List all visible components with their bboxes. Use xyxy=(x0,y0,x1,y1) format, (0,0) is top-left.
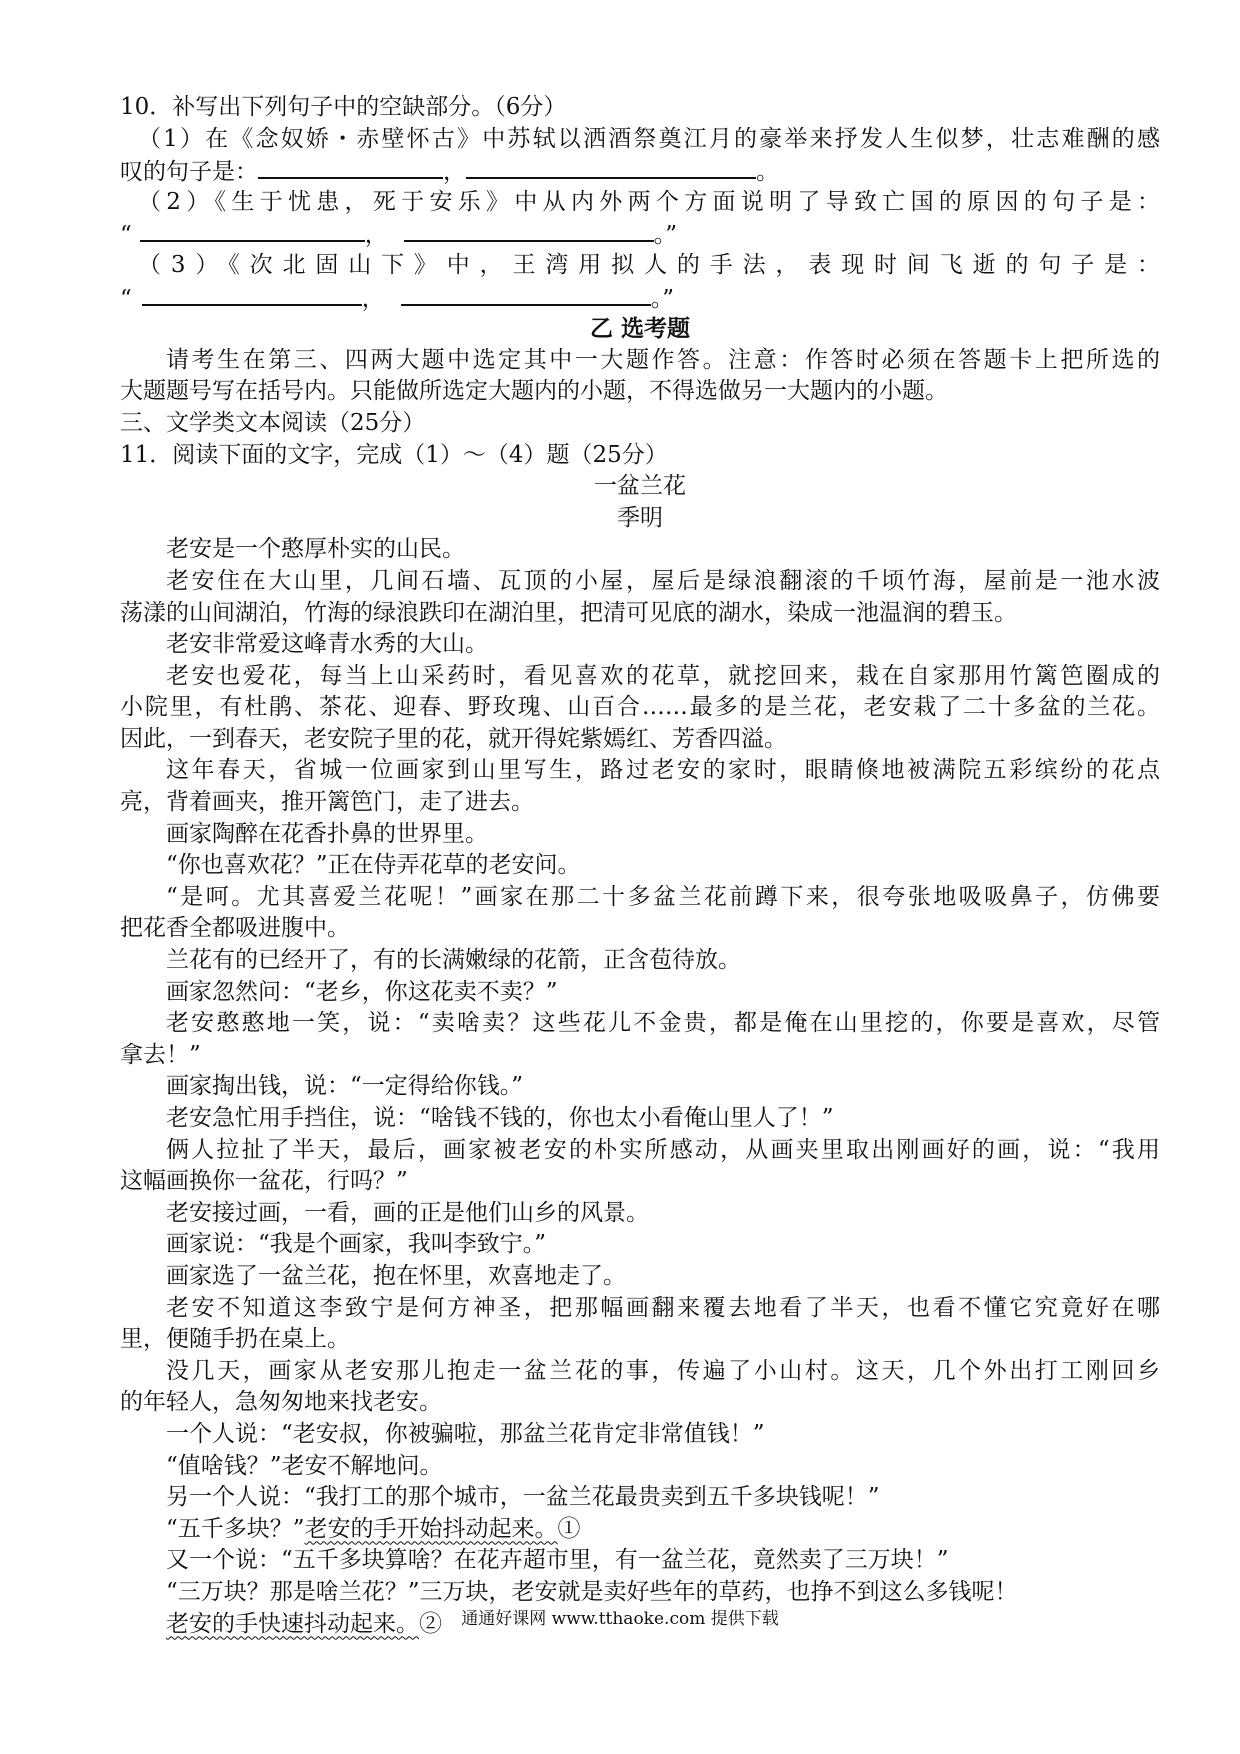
story-line: 画家忽然问：“老乡，你这花卖不卖？” xyxy=(166,978,558,1005)
circled-number-marker: ① xyxy=(557,1515,581,1542)
q10-part1-prefix: 叹的句子是： xyxy=(120,159,258,186)
story-line: 没几天，画家从老安那儿抱走一盆兰花的事，传遍了小山村。这天，几个外出打工刚回乡 xyxy=(166,1357,1160,1384)
story-line: 老安憨憨地一笑，说：“卖啥卖？这些花儿不金贵，都是俺在山里挖的，你要是喜欢，尽管 xyxy=(166,1010,1160,1037)
period-mark: 。 xyxy=(756,159,779,186)
story-line: 小院里，有杜鹃、茶花、迎春、野玫瑰、山百合……最多的是兰花，老安栽了二十多盆的兰花。 xyxy=(120,694,1160,721)
circled-number-marker: ② xyxy=(419,1610,442,1637)
story-line: 老安不知道这李致宁是何方神圣，把那幅画翻来覆去地看了半天，也看不懂它究竟好在哪 xyxy=(166,1294,1160,1321)
section-b-note-line1: 请考生在第三、四两大题中选定其中一大题作答。注意：作答时必须在答题卡上把所选的 xyxy=(166,346,1160,373)
period-close-mark: 。” xyxy=(650,285,675,312)
story-line: 亮，背着画夹，推开篱笆门，走了进去。 xyxy=(120,789,534,816)
q10-part2-line1: （2）《生于忧患，死于安乐》中从内外两个方面说明了导致亡国的原因的句子是： xyxy=(138,188,1160,215)
story-author: 季明 xyxy=(617,504,663,531)
answer-blank[interactable] xyxy=(258,155,443,179)
answer-blank[interactable] xyxy=(401,282,651,306)
comma-mark: ， xyxy=(364,222,388,249)
section-3-heading: 三、文学类文本阅读（25分） xyxy=(120,409,426,436)
story-line: “是呵。尤其喜爱兰花呢！”画家在那二十多盆兰花前蹲下来，很夸张地吸吸鼻子，仿佛要 xyxy=(166,883,1160,910)
q10-part3-line1: （3）《次北固山下》中，王湾用拟人的手法，表现时间飞逝的句子是： xyxy=(138,251,1160,278)
story-line: 老安接过画，一看，画的正是他们山乡的风景。 xyxy=(166,1199,649,1226)
story-line: 俩人拉扯了半天，最后，画家被老安的朴实所感动，从画夹里取出刚画好的画，说：“我用 xyxy=(166,1136,1160,1163)
story-line-marked-1 xyxy=(120,1514,1160,1546)
story-line: 把花香全都吸进腹中。 xyxy=(120,915,350,942)
story-line: “值啥钱？”老安不解地问。 xyxy=(166,1452,443,1479)
section-b-note-line2: 大题题号写在括号内。只能做所选定大题内的小题，不得选做另一大题内的小题。 xyxy=(120,378,948,405)
open-quote: “ xyxy=(120,222,132,249)
story-line: 老安也爱花，每当上山采药时，看见喜欢的花草，就挖回来，栽在自家那用竹篱笆圈成的 xyxy=(166,662,1160,689)
story-line: 兰花有的已经开了，有的长满嫩绿的花箭，正含苞待放。 xyxy=(166,947,741,974)
story-line: 画家说：“我是个画家，我叫李致宁。” xyxy=(166,1231,547,1258)
answer-blank[interactable] xyxy=(466,155,756,179)
story-line: 一个人说：“老安叔，你被骗啦，那盆兰花肯定非常值钱！” xyxy=(166,1420,765,1447)
story-line: 老安非常爱这峰青水秀的大山。 xyxy=(166,631,488,658)
story-line: “三万块？那是啥兰花？”三万块，老安就是卖好些年的草药，也挣不到这么多钱呢！ xyxy=(166,1578,1018,1605)
story-line: 老安住在大山里，几间石墙、瓦顶的小屋，屋后是绿浪翻滚的千顷竹海，屋前是一池水波 xyxy=(166,567,1160,594)
story-line: 里，便随手扔在桌上。 xyxy=(120,1326,350,1353)
story-line: “你也喜欢花？”正在侍弄花草的老安问。 xyxy=(166,852,581,879)
story-line: 另一个人说：“我打工的那个城市，一盆兰花最贵卖到五千多块钱呢！” xyxy=(166,1484,880,1511)
section-b-heading: 乙 选考题 xyxy=(589,315,690,343)
story-line-prefix: “五千多块？” xyxy=(166,1515,305,1542)
page-footer: 通通好课网 www.tthaoke.com 提供下载 xyxy=(461,1609,779,1629)
story-line: 又一个说：“五千多块算啥？在花卉超市里，有一盆兰花，竟然卖了三万块！” xyxy=(166,1547,949,1574)
q10-part2-line2 xyxy=(120,218,1160,250)
story-line: 荡漾的山间湖泊，竹海的绿浪跌印在湖泊里，把清可见底的湖水，染成一池温润的碧玉。 xyxy=(120,599,1017,626)
story-title: 一盆兰花 xyxy=(594,473,686,500)
story-line: 画家陶醉在花香扑鼻的世界里。 xyxy=(166,820,488,847)
open-quote: “ xyxy=(120,285,132,312)
q10-part1-line2 xyxy=(120,155,1160,187)
period-close-mark: 。” xyxy=(653,222,678,249)
question-11-title: 11．阅读下面的文字，完成（1）～（4）题（25分） xyxy=(120,441,668,468)
story-line: 画家选了一盆兰花，抱在怀里，欢喜地走了。 xyxy=(166,1262,626,1289)
story-line: 画家掏出钱，说：“一定得给你钱。” xyxy=(166,1073,524,1100)
answer-blank[interactable] xyxy=(404,218,654,242)
comma-mark: ， xyxy=(443,159,466,186)
comma-mark: ， xyxy=(361,285,385,312)
story-line: 老安是一个憨厚朴实的山民。 xyxy=(166,536,465,563)
q10-part1-line1: （1）在《念奴娇・赤壁怀古》中苏轼以洒酒祭奠江月的豪举来抒发人生似梦，壮志难酬的感 xyxy=(138,125,1160,152)
story-line: 因此，一到春天，老安院子里的花，就开得姹紫嫣红、芳香四溢。 xyxy=(120,725,787,752)
question-10-title: 10．补写出下列句子中的空缺部分。（6分） xyxy=(120,94,567,120)
exam-page xyxy=(120,92,1160,1640)
story-line: 拿去！” xyxy=(120,1041,201,1068)
wavy-underlined-sentence: 老安的手开始抖动起来。 xyxy=(304,1515,558,1542)
answer-blank[interactable] xyxy=(142,282,362,306)
answer-blank[interactable] xyxy=(140,218,365,242)
story-line: 的年轻人，急匆匆地来找老安。 xyxy=(120,1389,442,1416)
wavy-underlined-sentence: 老安的手快速抖动起来。 xyxy=(166,1610,419,1637)
story-line: 老安急忙用手挡住，说：“啥钱不钱的，你也太小看俺山里人了！” xyxy=(166,1105,834,1131)
q10-part3-line2 xyxy=(120,282,1160,314)
story-line: 这年春天，省城一位画家到山里写生，路过老安的家时，眼睛倏地被满院五彩缤纷的花点 xyxy=(166,757,1160,784)
story-line: 这幅画换你一盆花，行吗？” xyxy=(120,1168,408,1195)
